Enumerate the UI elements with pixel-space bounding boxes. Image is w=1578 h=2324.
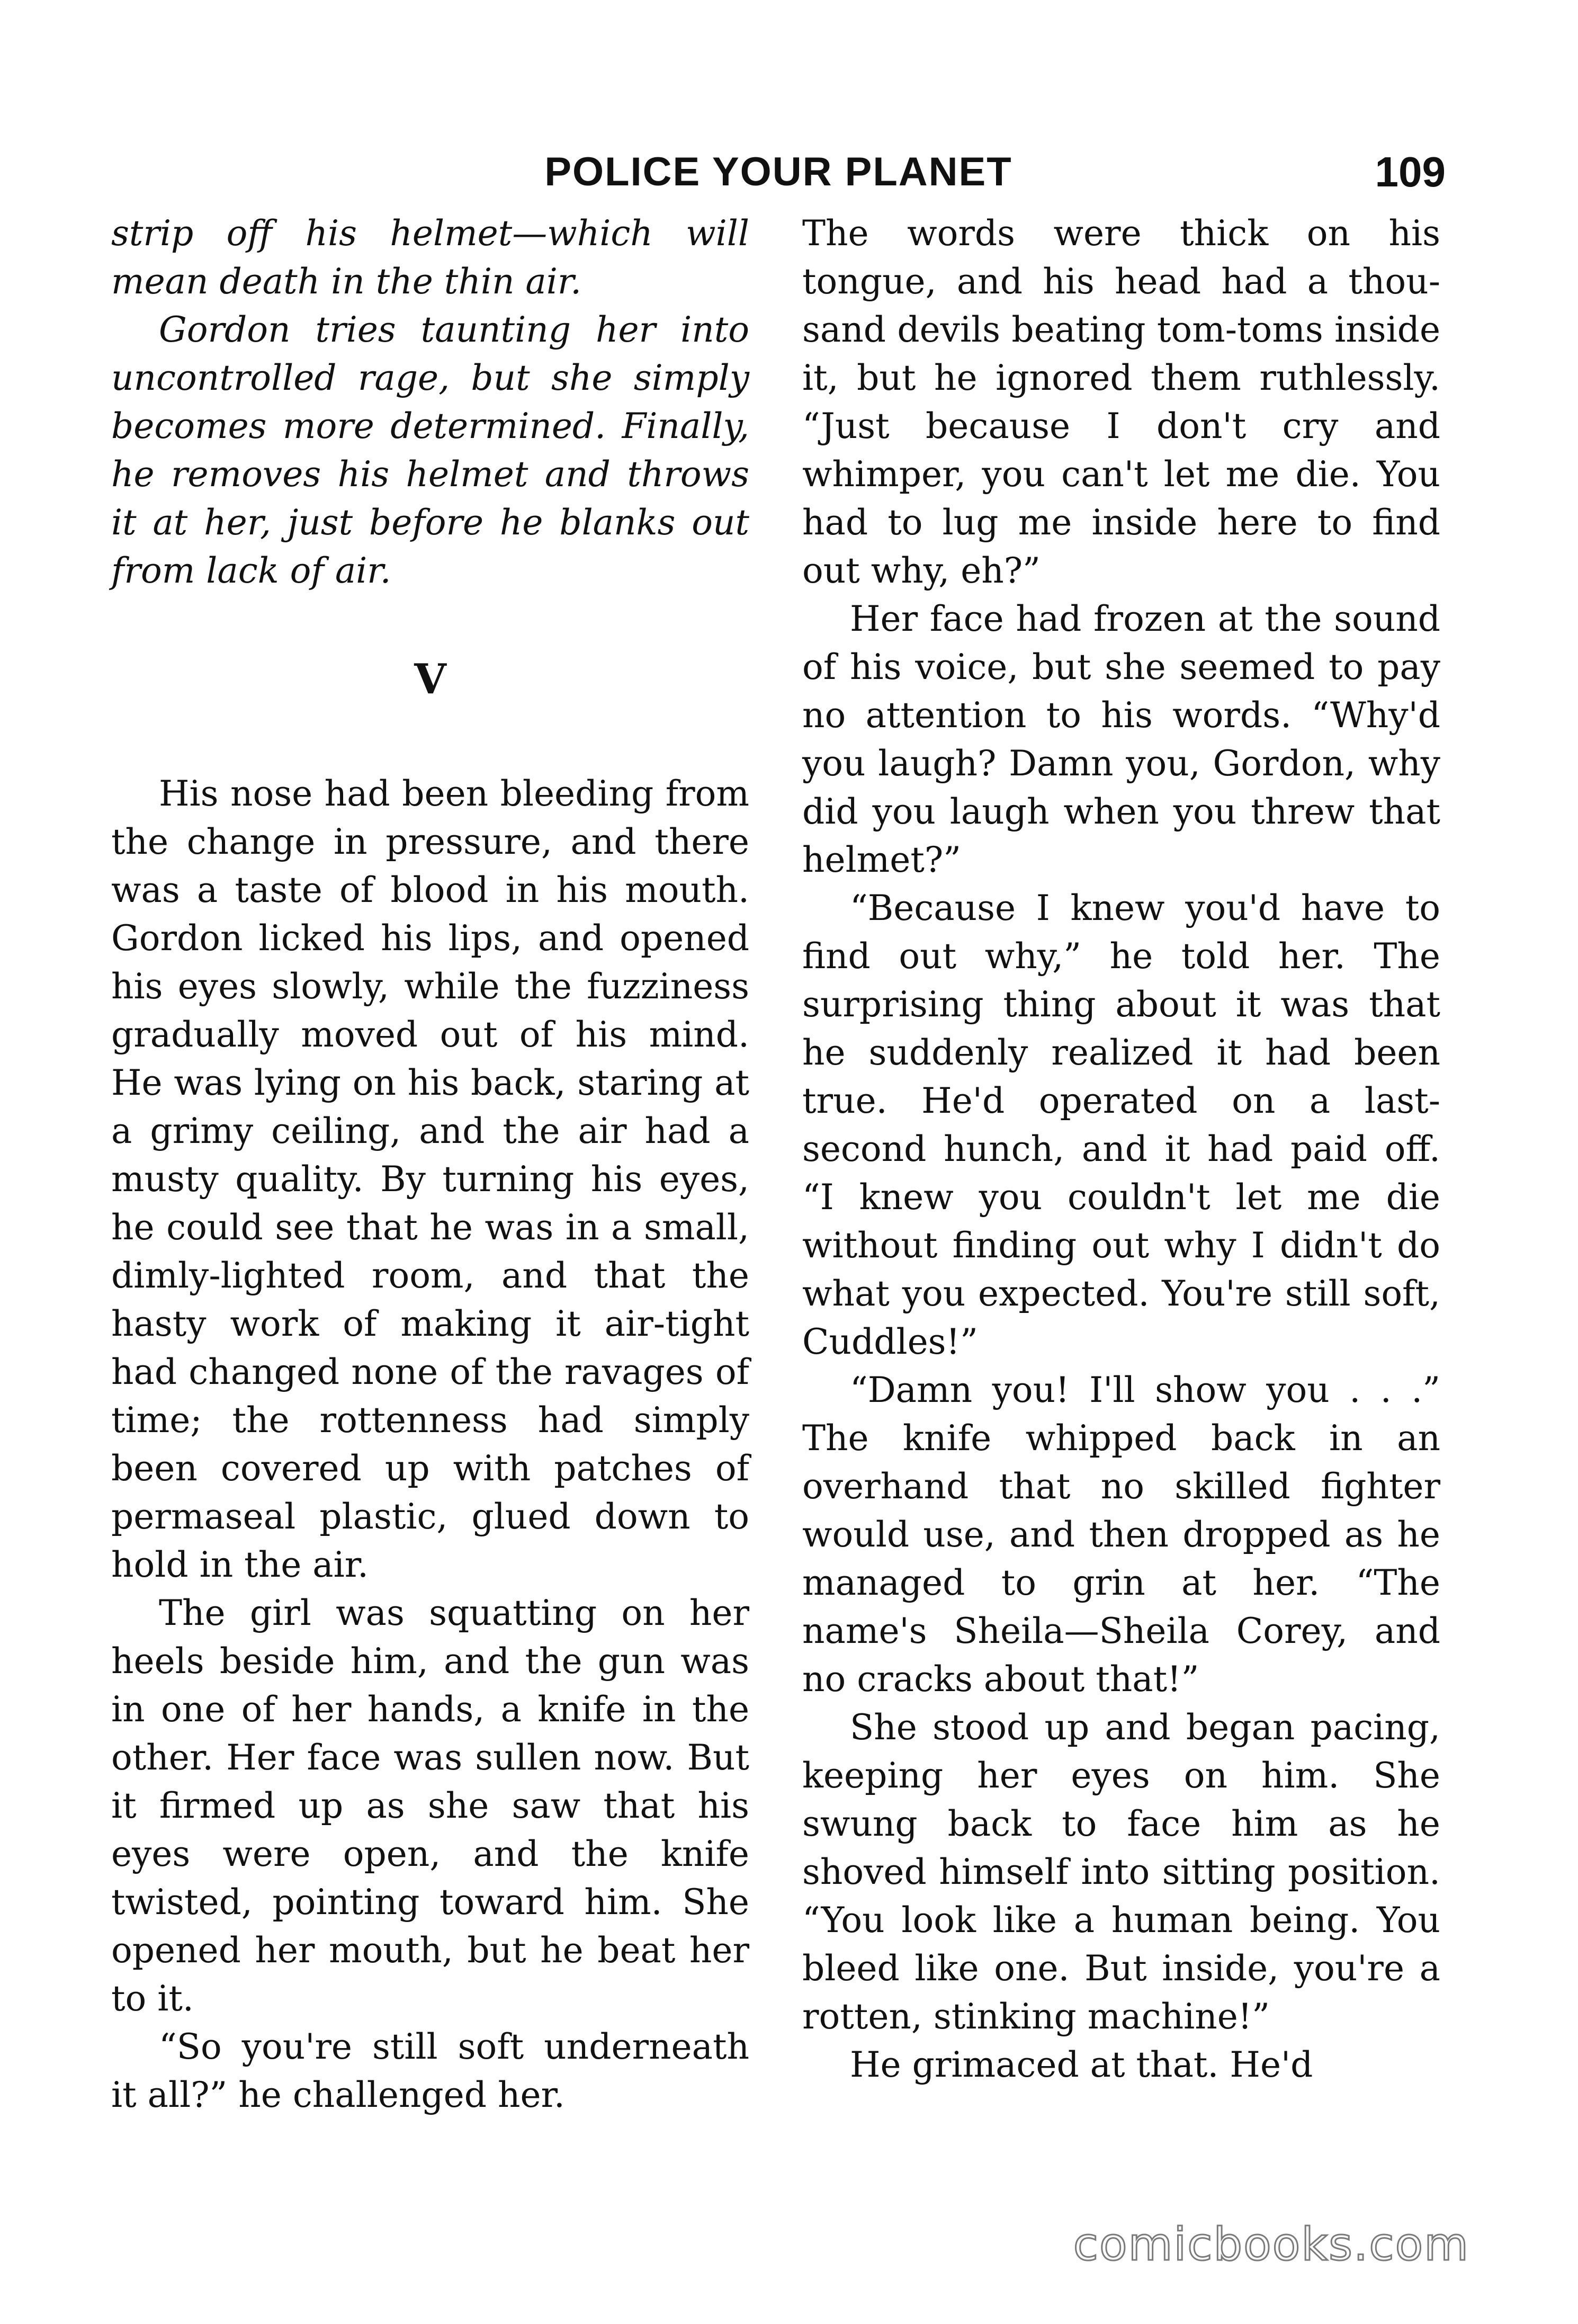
left-column bbox=[111, 209, 749, 2119]
running-title: POLICE YOUR PLANET bbox=[544, 149, 1012, 194]
body-paragraph: He grimaced at that. He'd bbox=[850, 2044, 1313, 2085]
synopsis bbox=[111, 209, 749, 595]
page-header bbox=[111, 143, 1446, 201]
body-paragraph: “Damn you! I'll show you . . .” The knife whipped back in an overhand that no skilled fighter would use, and then dropped as he managed to grin at her. “The name's Sheila—Sheila Corey, and no cracks about that!” bbox=[802, 1370, 1440, 1700]
body-paragraph: The girl was squatting on her heels beside him, and the gun was in one of her hands, a knife in the other. Her face was sullen now. But it firmed up as she saw that his eyes were open, and the knife twisted, pointing toward him. She opened her mouth, but he beat her to it. bbox=[111, 1593, 749, 2019]
body-paragraph: “Because I knew you'd have to find out why,” he told her. The surprising thing about it was that he suddenly realized it had been true. He'd operated on a last-second hunch, and it had paid off. “I knew you couldn't let me die without finding out why I didn't do what you expected. You're still soft, Cuddles!” bbox=[802, 888, 1440, 1362]
page-number: 109 bbox=[1375, 148, 1446, 195]
synopsis-paragraph: strip off his helmet—which will mean death in the thin air. bbox=[111, 213, 749, 302]
body-paragraph: His nose had been bleeding from the change in pressure, and there was a taste of blood in his mouth. Gordon licked his lips, and opened his eyes slowly, while the fuzziness gradually moved out of his mind. He was lying on his back, staring at a grimy ceiling, and the air had a musty quality. By turning his eyes, he could see that he was in a small, dimly-lighted room, and that the hasty work of making it air-tight had changed none of the ravages of time; the rottenness had simply been covered up with patches of permaseal plastic, glued down to hold in the air. bbox=[111, 773, 749, 1585]
body-paragraph: “So you're still soft underneath it all?” he challenged her. bbox=[111, 2026, 749, 2115]
body-paragraph: The words were thick on his tongue, and his head had a thousand devils beating tom-toms inside it, but he ignored them ruthlessly. “Just because I don't cry and whimper, you can't let me die. You had to lug me inside here to find out why, eh?” bbox=[802, 213, 1440, 591]
right-column bbox=[802, 209, 1440, 2089]
synopsis-paragraph: Gordon tries taunting her into uncontrolled rage, but she simply becomes more determined. Finally, he removes his helmet and throws it at her, just before he blanks out from lack of air. bbox=[111, 309, 749, 591]
watermark: comicbooks.com bbox=[1073, 2218, 1469, 2271]
body-paragraph: Her face had frozen at the sound of his voice, but she seemed to pay no attention to his words. “Why'd you laugh? Damn you, Gordon, why did you laugh when you threw that helmet?” bbox=[802, 598, 1440, 880]
chapter-heading: V bbox=[414, 655, 446, 703]
body-paragraph: She stood up and began pacing, keeping her eyes on him. She swung back to face him as he shoved himself into sitting position. “You look like a human being. You bleed like one. But inside, you're a rotten, stinking machine!” bbox=[802, 1707, 1440, 2037]
